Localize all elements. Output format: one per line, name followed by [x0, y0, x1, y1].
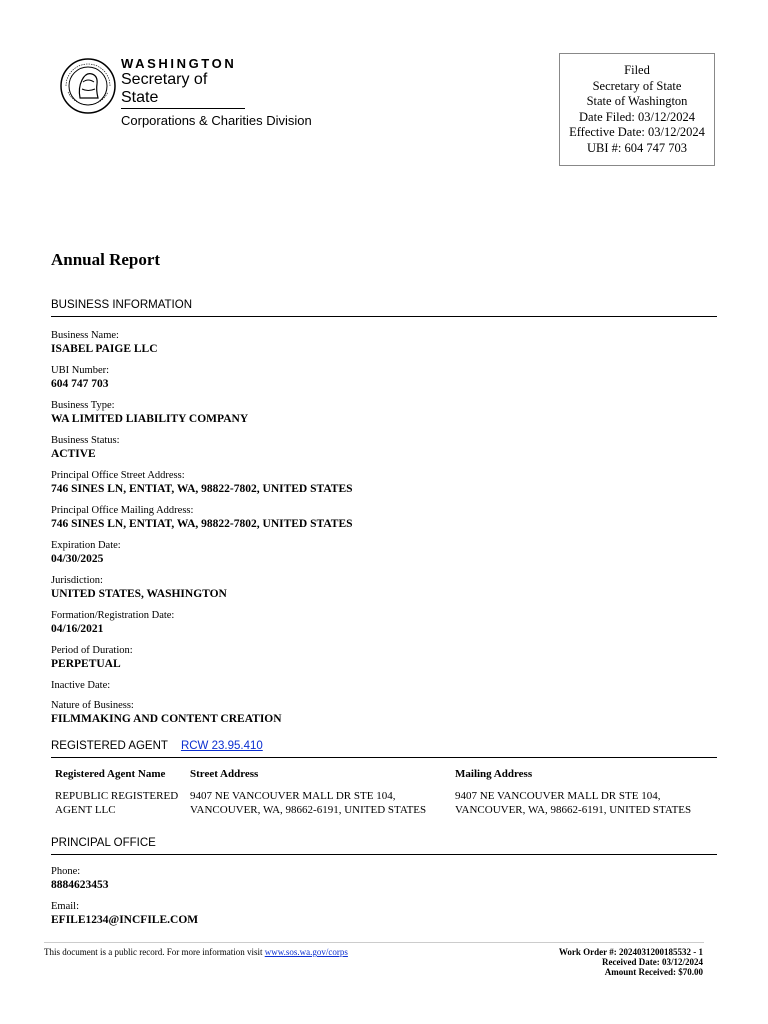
field-value: 04/16/2021: [51, 623, 104, 635]
field-value: EFILE1234@INCFILE.COM: [51, 914, 199, 926]
stamp-line: Date Filed: 03/12/2024: [579, 109, 695, 124]
letterhead-office: Secretary of State: [121, 71, 245, 109]
field-label: Jurisdiction:: [51, 575, 103, 586]
column-header: Mailing Address: [455, 768, 533, 780]
table-row: [51, 789, 717, 817]
amount-received: Amount Received: $70.00: [604, 967, 703, 977]
principal-street-address-field: [51, 470, 353, 496]
period-of-duration-field: [51, 645, 133, 671]
mailing-address-cell: 9407 NE VANCOUVER MALL DR STE 104, VANCOUVER, WA, 98662-6191, UNITED STATES: [455, 790, 692, 816]
section-title: PRINCIPAL OFFICE: [51, 837, 156, 849]
field-value: ACTIVE: [51, 448, 96, 460]
field-label: Formation/Registration Date:: [51, 610, 175, 621]
table-header-row: [51, 764, 717, 789]
field-value: 8884623453: [51, 879, 109, 891]
letterhead-state: WASHINGTON: [121, 56, 237, 71]
business-information-heading: [51, 299, 717, 317]
stamp-line: Effective Date: 03/12/2024: [569, 125, 705, 139]
field-label: Phone:: [51, 866, 81, 877]
section-title: REGISTERED AGENT: [51, 740, 168, 752]
letterhead-division: Corporations & Charities Division: [121, 113, 312, 128]
footer-divider: [44, 942, 704, 943]
registered-agent-table: [51, 764, 717, 817]
column-header: Street Address: [190, 768, 259, 780]
field-label: Principal Office Mailing Address:: [51, 505, 194, 516]
nature-of-business-field: [51, 700, 282, 726]
ubi-number-field: [51, 365, 109, 391]
business-status-field: [51, 435, 120, 461]
principal-office-heading: [51, 837, 717, 855]
field-label: Business Type:: [51, 400, 115, 411]
stamp-line: Filed: [624, 63, 650, 77]
field-label: Expiration Date:: [51, 540, 121, 551]
field-label: Period of Duration:: [51, 645, 133, 656]
jurisdiction-field: [51, 575, 227, 601]
expiration-date-field: [51, 540, 121, 566]
field-value: 04/30/2025: [51, 553, 104, 565]
principal-mailing-address-field: [51, 505, 353, 531]
work-order: Work Order #: 2024031200185532 - 1: [558, 947, 703, 957]
field-label: Nature of Business:: [51, 700, 134, 711]
footer-receipt: [559, 947, 703, 977]
field-value: FILMMAKING AND CONTENT CREATION: [51, 713, 282, 725]
sos-corps-link[interactable]: www.sos.wa.gov/corps: [264, 947, 348, 957]
stamp-line: Secretary of State: [592, 78, 682, 93]
section-title: BUSINESS INFORMATION: [51, 299, 192, 311]
field-value: PERPETUAL: [51, 658, 121, 670]
received-date: Received Date: 03/12/2024: [602, 957, 703, 967]
field-label: UBI Number:: [51, 365, 110, 376]
business-type-field: [51, 400, 248, 426]
field-label: Principal Office Street Address:: [51, 470, 185, 481]
email-field: [51, 901, 198, 927]
street-address-cell: 9407 NE VANCOUVER MALL DR STE 104, VANCOUVER, WA, 98662-6191, UNITED STATES: [190, 790, 427, 816]
business-name-field: [51, 330, 158, 356]
field-label: Business Status:: [51, 435, 120, 446]
field-value: 746 SINES LN, ENTIAT, WA, 98822-7802, UNITED STATES: [51, 483, 353, 495]
rcw-link[interactable]: RCW 23.95.410: [180, 740, 263, 752]
field-label: Business Name:: [51, 330, 119, 341]
letterhead: [121, 56, 312, 130]
footer-notice: [44, 947, 348, 957]
inactive-date-field: [51, 680, 110, 692]
stamp-line: UBI #: 604 747 703: [587, 140, 687, 155]
registered-agent-heading: [51, 740, 717, 758]
state-seal-logo: [60, 58, 116, 114]
formation-date-field: [51, 610, 174, 636]
filed-stamp: [559, 53, 715, 166]
stamp-line: State of Washington: [586, 94, 688, 108]
phone-field: [51, 866, 109, 892]
page-title: Annual Report: [51, 250, 161, 269]
field-label: Email:: [51, 901, 79, 912]
agent-name-cell: REPUBLIC REGISTERED AGENT LLC: [55, 790, 179, 816]
field-value: 604 747 703: [51, 378, 109, 390]
field-value: ISABEL PAIGE LLC: [51, 343, 158, 355]
column-header: Registered Agent Name: [55, 768, 166, 780]
field-value: WA LIMITED LIABILITY COMPANY: [51, 413, 249, 425]
field-value: 746 SINES LN, ENTIAT, WA, 98822-7802, UNITED STATES: [51, 518, 353, 530]
field-value: UNITED STATES, WASHINGTON: [51, 588, 227, 600]
field-label: Inactive Date:: [51, 680, 111, 691]
footer-notice-text: This document is a public record. For more information visit: [44, 947, 263, 957]
